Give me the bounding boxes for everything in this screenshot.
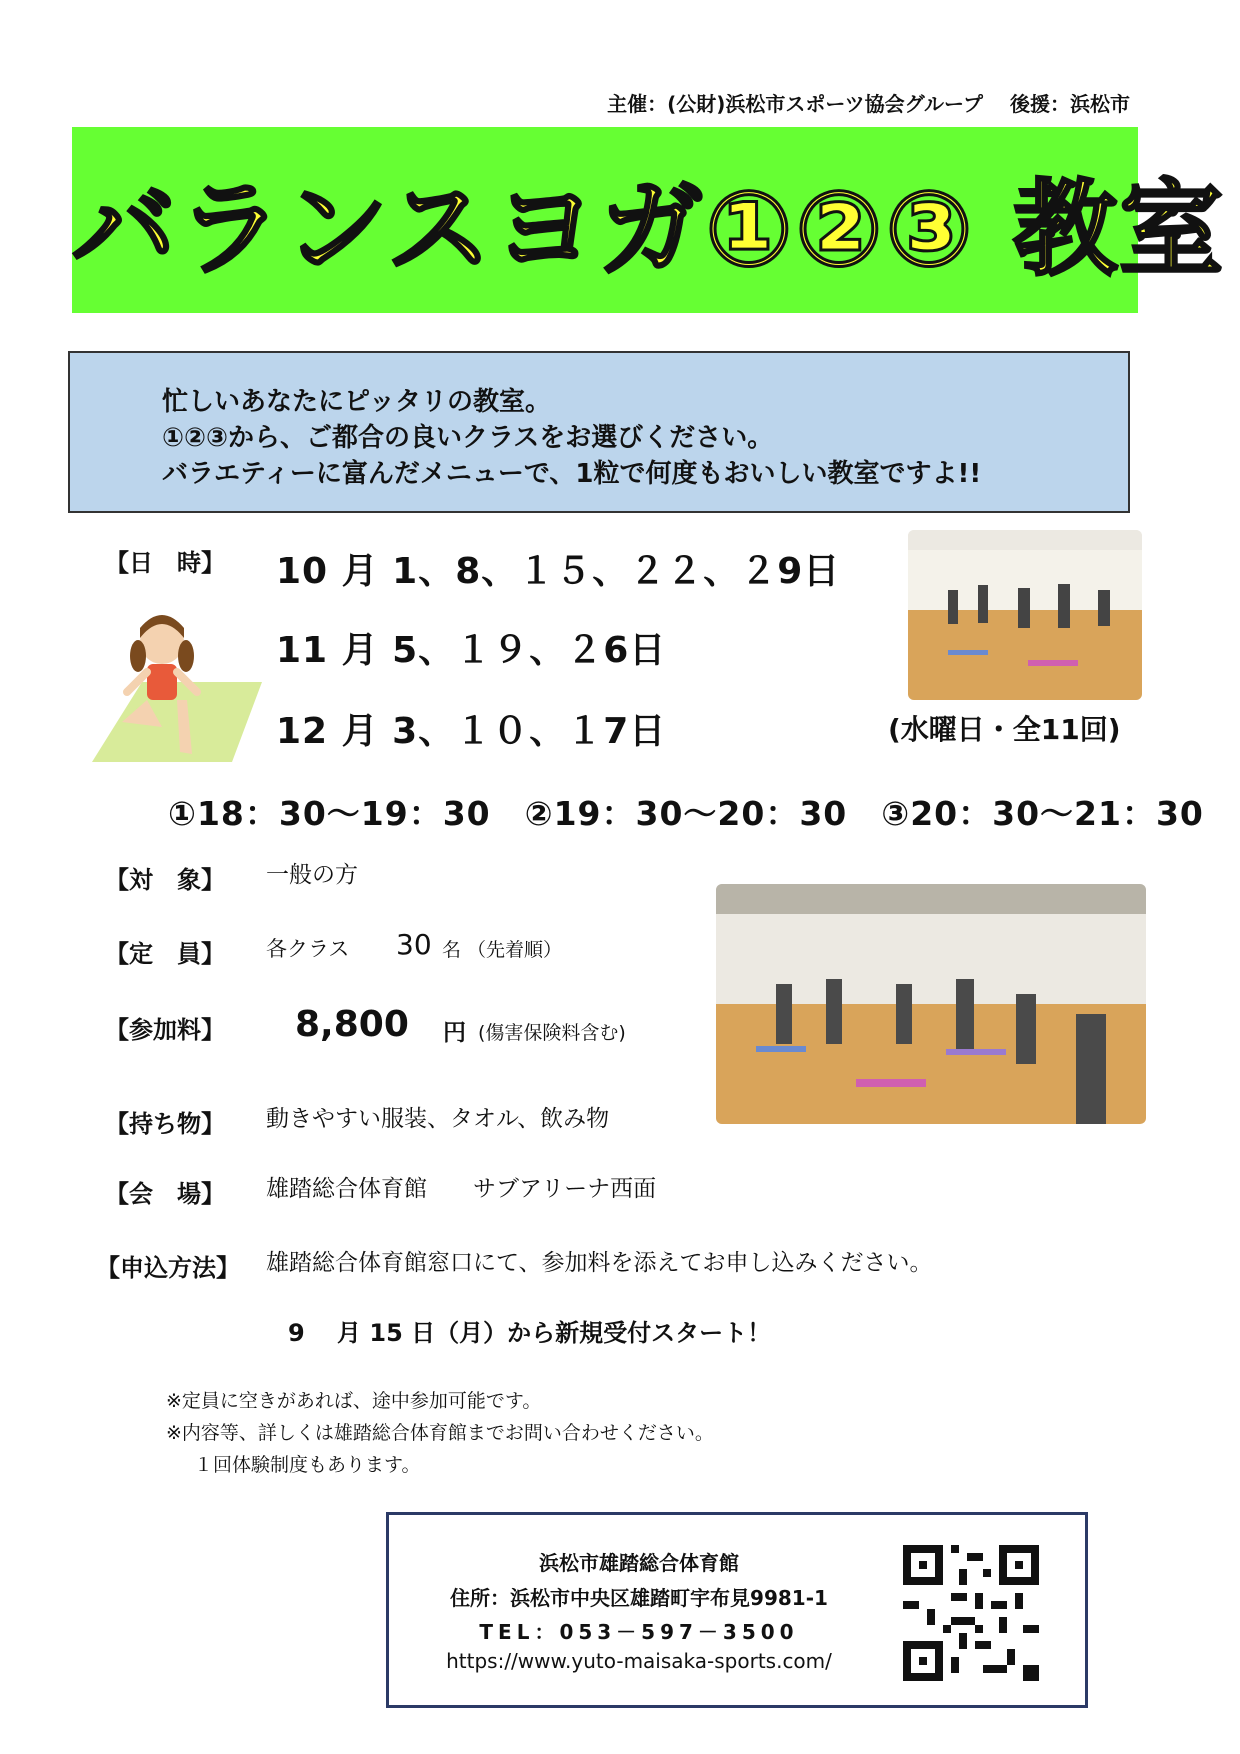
- page-title: バランスヨガ①②③ 教室: [72, 168, 1226, 290]
- target-value: 一般の方: [266, 862, 358, 888]
- items-label: 【持ち物】: [105, 1110, 225, 1138]
- apply-value: 雄踏総合体育館窓口にて、参加料を添えてお申し込みください。: [266, 1250, 933, 1276]
- apply-label: 【申込方法】: [96, 1254, 240, 1282]
- capacity-suffix: 名 （先着順）: [442, 939, 563, 961]
- capacity-prefix: 各クラス: [266, 937, 350, 961]
- venue-value: 雄踏総合体育館 サブアリーナ西面: [266, 1176, 657, 1202]
- contact-name: 浜松市雄踏総合体育館: [539, 1551, 739, 1575]
- apply-start: 9 月 15 日（月）から新規受付スタート！: [288, 1319, 772, 1347]
- note-1: ※定員に空きがあれば、途中参加可能です。: [166, 1390, 542, 1412]
- contact-tel: TEL：053－597－3500: [479, 1620, 799, 1644]
- intro-line-3: バラエティーに富んだメニューで、1粒で何度もおいしい教室ですよ!!: [162, 459, 982, 489]
- class-photo-1: [908, 530, 1142, 700]
- venue-label: 【会 場】: [105, 1180, 225, 1208]
- note-2: ※内容等、詳しくは雄踏総合体育館までお問い合わせください。: [166, 1422, 714, 1444]
- schedule-times: ①18：30〜19：30 ②19：30〜20：30 ③20：30〜21：30: [168, 794, 1204, 833]
- title-banner: [72, 127, 1226, 313]
- intro-line-2: ①②③から、ご都合の良いクラスをお選びください。: [162, 423, 774, 453]
- target-label: 【対 象】: [105, 866, 225, 894]
- capacity-number: 30: [396, 928, 432, 961]
- contact-url[interactable]: https://www.yuto-maisaka-sports.com/: [446, 1649, 832, 1673]
- yoga-illustration: [92, 602, 272, 768]
- schedule-label: 【日 時】: [105, 549, 225, 577]
- fee-label: 【参加料】: [105, 1016, 225, 1044]
- schedule-december: 12 月 3、１０、１7日: [276, 711, 667, 752]
- note-3: １回体験制度もあります。: [194, 1454, 421, 1476]
- fee-unit: 円: [443, 1020, 466, 1046]
- contact-address: 住所：浜松市中央区雄踏町宇布見9981-1: [450, 1586, 828, 1610]
- fee-amount: 8,800: [295, 1004, 409, 1045]
- items-value: 動きやすい服装、タオル、飲み物: [266, 1106, 610, 1132]
- class-photo-2: [716, 884, 1146, 1124]
- sponsor-line: 主催：(公財)浜松市スポーツ協会グループ 後援：浜松市: [607, 92, 1130, 116]
- intro-line-1: 忙しいあなたにピッタリの教室。: [162, 387, 551, 417]
- fee-note: (傷害保険料含む): [478, 1022, 626, 1044]
- contact-box: [386, 1512, 1088, 1708]
- intro-box: [68, 351, 1130, 513]
- qr-code-icon[interactable]: [903, 1545, 1039, 1681]
- capacity-label: 【定 員】: [105, 940, 225, 968]
- schedule-note: (水曜日・全11回): [888, 713, 1121, 746]
- schedule-october: 10 月 1、8、１５、２２、２9日: [276, 551, 841, 592]
- schedule-november: 11 月 5、１９、２6日: [276, 630, 667, 671]
